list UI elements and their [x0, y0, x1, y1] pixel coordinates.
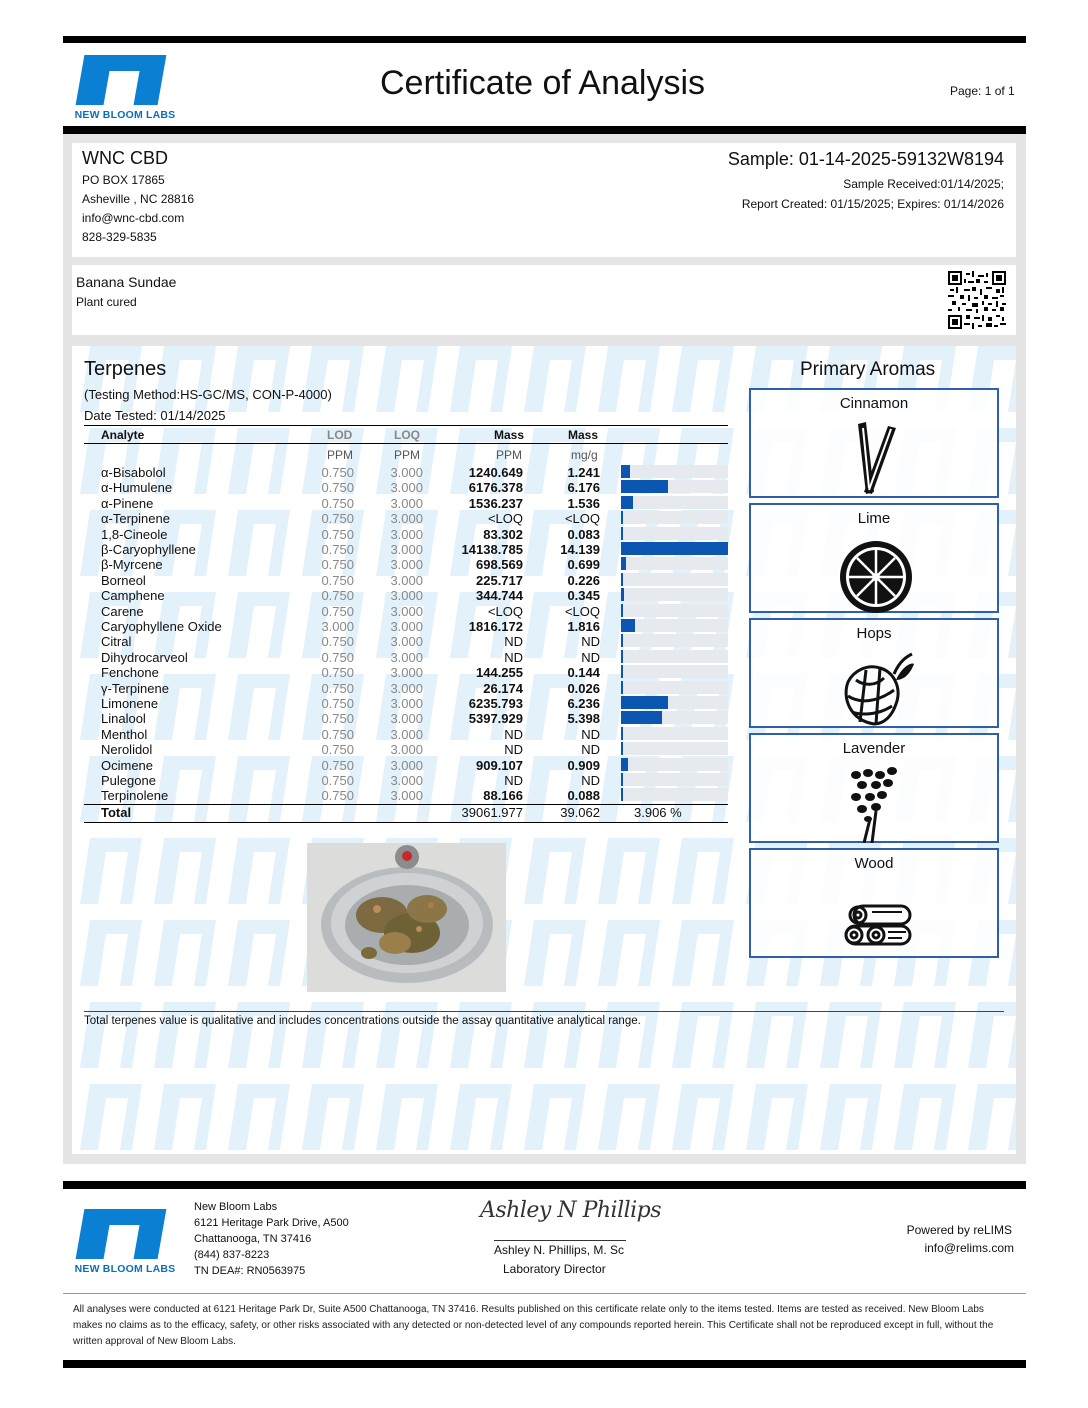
concentration-bar-track	[621, 650, 728, 663]
concentration-bar-track	[621, 665, 728, 678]
loq-value: 3.000	[390, 634, 423, 650]
lab-phone: (844) 837-8223	[194, 1249, 270, 1261]
wood-icon	[836, 880, 916, 958]
lod-value: 0.750	[321, 757, 354, 773]
powered-email: info@relims.com	[924, 1241, 1014, 1255]
loq-value: 3.000	[390, 511, 423, 527]
analyte-name: β-Myrcene	[101, 557, 163, 573]
mass-ppm-value: <LOQ	[487, 603, 523, 619]
concentration-bar-track	[621, 496, 728, 509]
lab-logo-icon	[80, 55, 162, 105]
concentration-bar-track	[621, 681, 728, 694]
footer-rule	[63, 1181, 1026, 1189]
concentration-bar-track	[621, 511, 728, 524]
mass-mgg-value: 6.176	[567, 480, 600, 496]
concentration-bar	[621, 773, 623, 786]
concentration-bar	[621, 727, 623, 740]
analyte-name: Pulegone	[101, 773, 156, 788]
loq-value: 3.000	[390, 742, 423, 758]
lod-value: 0.750	[321, 634, 354, 650]
mass-mgg-value: 1.816	[567, 619, 600, 634]
loq-value: 3.000	[390, 788, 423, 804]
analyte-name: Carene	[101, 603, 144, 619]
loq-value: 3.000	[390, 773, 423, 788]
concentration-bar-track	[621, 619, 728, 632]
concentration-bar	[621, 604, 623, 617]
aroma-wood	[749, 848, 999, 958]
mass-mgg-value: ND	[581, 773, 600, 788]
total-ppm: 39061.977	[461, 805, 523, 820]
lod-value: 0.750	[321, 788, 354, 804]
product-name: Banana Sundae	[76, 274, 177, 290]
mass-ppm-value: ND	[504, 742, 523, 758]
analyte-name: α-Pinene	[101, 495, 154, 511]
loq-value: 3.000	[390, 726, 423, 742]
mass-mgg-value: ND	[581, 742, 600, 758]
analyte-name: Citral	[101, 634, 132, 650]
unit-loq: PPM	[394, 448, 421, 462]
footer-logo-icon	[80, 1209, 162, 1259]
aroma-hops	[749, 618, 999, 728]
lod-value: 0.750	[321, 773, 354, 788]
sample-id: Sample: 01-14-2025-59132W8194	[727, 149, 1004, 169]
unit-mass-ppm: PPM	[496, 448, 523, 462]
col-mass-ppm: Mass	[494, 428, 525, 442]
mass-mgg-value: 5.398	[567, 711, 600, 727]
client-phone: 828-329-5835	[82, 230, 157, 244]
mass-mgg-value: 1.241	[567, 465, 600, 480]
lab-logo-text: NEW BLOOM LABS	[74, 109, 176, 121]
mass-ppm-value: 26.174	[483, 680, 523, 696]
concentration-bar-track	[621, 788, 728, 801]
analyte-name: 1,8-Cineole	[101, 526, 168, 542]
terpenes-title: Terpenes	[84, 358, 167, 380]
client-address-1: PO BOX 17865	[82, 173, 165, 187]
cinnamon-icon	[836, 420, 916, 498]
loq-value: 3.000	[390, 757, 423, 773]
mass-mgg-value: 0.026	[567, 680, 600, 696]
lod-value: 0.750	[321, 465, 354, 480]
note-rule	[84, 1011, 1004, 1012]
col-mass-mgg: Mass	[568, 428, 599, 442]
lod-value: 0.750	[321, 696, 354, 711]
lod-value: 0.750	[321, 495, 354, 511]
footer-logo-text: NEW BLOOM LABS	[74, 1263, 176, 1275]
aroma-lime	[749, 503, 999, 613]
loq-value: 3.000	[390, 696, 423, 711]
concentration-bar	[621, 742, 623, 755]
header-rule	[63, 126, 1026, 134]
mass-ppm-value: 83.302	[483, 526, 523, 542]
client-name: WNC CBD	[82, 148, 168, 168]
sample-photo	[307, 843, 506, 992]
lod-value: 0.750	[321, 588, 354, 604]
concentration-bar	[621, 588, 624, 601]
unit-lod: PPM	[327, 448, 354, 462]
loq-value: 3.000	[390, 588, 423, 604]
mass-ppm-value: 14138.785	[461, 542, 523, 557]
total-mgg: 39.062	[560, 805, 600, 820]
mass-ppm-value: 1536.237	[468, 495, 523, 511]
mass-mgg-value: ND	[581, 649, 600, 665]
mass-mgg-value: 1.536	[567, 495, 600, 511]
col-analyte: Analyte	[101, 428, 145, 442]
aromas-title: Primary Aromas	[800, 359, 936, 380]
lod-value: 0.750	[321, 665, 354, 681]
unit-mass-mgg: mg/g	[571, 448, 598, 462]
signature-line	[494, 1240, 626, 1241]
concentration-bar-track	[621, 758, 728, 771]
concentration-bar-track	[621, 527, 728, 540]
mass-ppm-value: 225.717	[476, 572, 523, 588]
loq-value: 3.000	[390, 603, 423, 619]
concentration-bar-track	[621, 773, 728, 786]
analyte-name: Dihydrocarveol	[101, 649, 188, 665]
signer-name: Ashley N. Phillips, M. Sc	[494, 1243, 625, 1257]
mass-mgg-value: 6.236	[567, 696, 600, 711]
aroma-name: Lime	[857, 510, 891, 527]
date-tested: Date Tested: 01/14/2025	[84, 408, 226, 423]
loq-value: 3.000	[390, 649, 423, 665]
concentration-bar	[621, 758, 628, 771]
analyte-name: α-Bisabolol	[101, 465, 166, 480]
mass-ppm-value: 698.569	[476, 557, 523, 573]
concentration-bar	[621, 542, 728, 555]
total-label: Total	[101, 805, 132, 820]
concentration-bar-track	[621, 634, 728, 647]
concentration-bar-track	[621, 557, 728, 570]
client-address-2: Asheville , NC 28816	[82, 192, 195, 206]
mass-mgg-value: 0.699	[567, 557, 600, 573]
mass-mgg-value: ND	[581, 634, 600, 650]
mass-ppm-value: 6176.378	[468, 480, 523, 496]
aroma-name: Cinnamon	[839, 395, 909, 412]
disclaimer-rule	[63, 1293, 1026, 1294]
mass-ppm-value: ND	[504, 634, 523, 650]
concentration-bar	[621, 696, 668, 709]
loq-value: 3.000	[390, 711, 423, 727]
loq-value: 3.000	[390, 619, 423, 634]
mass-ppm-value: 1816.172	[468, 619, 523, 634]
concentration-bar	[621, 573, 623, 586]
mass-ppm-value: ND	[504, 649, 523, 665]
lod-value: 0.750	[321, 742, 354, 758]
mass-ppm-value: 5397.929	[468, 711, 523, 727]
testing-method: (Testing Method:HS-GC/MS, CON-P-4000)	[84, 387, 332, 402]
loq-value: 3.000	[390, 526, 423, 542]
signature: Ashley N Phillips	[480, 1198, 662, 1223]
lab-logo	[70, 55, 180, 125]
client-email: info@wnc-cbd.com	[82, 211, 185, 225]
concentration-bar-track	[621, 727, 728, 740]
analyte-name: Camphene	[101, 588, 165, 604]
mass-mgg-value: ND	[581, 726, 600, 742]
analyte-name: α-Terpinene	[101, 511, 170, 527]
concentration-bar-track	[621, 588, 728, 601]
signer-title: Laboratory Director	[503, 1262, 606, 1276]
loq-value: 3.000	[390, 495, 423, 511]
lod-value: 0.750	[321, 542, 354, 557]
product-type: Plant cured	[76, 295, 137, 309]
aroma-cinnamon	[749, 388, 999, 498]
loq-value: 3.000	[390, 465, 423, 480]
concentration-bar	[621, 527, 623, 540]
lab-address-1: 6121 Heritage Park Drive, A500	[194, 1217, 349, 1229]
col-lod: LOD	[327, 428, 353, 442]
mass-mgg-value: <LOQ	[564, 603, 600, 619]
lod-value: 0.750	[321, 572, 354, 588]
lod-value: 0.750	[321, 603, 354, 619]
analyte-name: Caryophyllene Oxide	[101, 619, 222, 634]
mass-mgg-value: <LOQ	[564, 511, 600, 527]
table-rule-total	[84, 804, 728, 805]
mass-ppm-value: 88.166	[483, 788, 523, 804]
footer-logo	[70, 1209, 180, 1279]
table-rule-top	[84, 425, 728, 426]
analyte-name: Nerolidol	[101, 742, 153, 758]
analyte-name: α-Humulene	[101, 480, 173, 496]
concentration-bar	[621, 681, 623, 694]
sample-received: Sample Received:01/14/2025;	[843, 177, 1004, 191]
mass-ppm-value: 909.107	[476, 757, 523, 773]
concentration-bar-track	[621, 604, 728, 617]
mass-ppm-value: 6235.793	[468, 696, 523, 711]
mass-mgg-value: 0.226	[567, 572, 600, 588]
disclaimer: All analyses were conducted at 6121 Heritage Park Dr, Suite A500 Chattanooga, TN 37416. Results published on this certificate relate only to the items tested. Items are tested as received. New Bloom Labs makes no claims as to the efficacy, safety, or other risks associated with any detected or non-detected level of any compounds reported herein. This Certificate shall not be reproduced except in full, without the written approval of New Bloom Labs.	[73, 1304, 994, 1347]
analyte-name: Linalool	[101, 711, 146, 727]
mass-ppm-value: <LOQ	[487, 511, 523, 527]
mass-ppm-value: 144.255	[476, 665, 523, 681]
analyte-name: Menthol	[101, 726, 148, 742]
mass-mgg-value: 0.909	[567, 757, 600, 773]
concentration-bar	[621, 496, 633, 509]
aroma-name: Wood	[854, 855, 894, 872]
lime-icon	[836, 535, 916, 613]
analyte-name: Fenchone	[101, 665, 159, 681]
lod-value: 0.750	[321, 711, 354, 727]
aroma-name: Hops	[856, 625, 892, 642]
concentration-bar-track	[621, 573, 728, 586]
lab-address-2: Chattanooga, TN 37416	[194, 1233, 312, 1245]
loq-value: 3.000	[390, 480, 423, 496]
powered-by: Powered by reLIMS	[906, 1223, 1012, 1237]
report-dates: Report Created: 01/15/2025; Expires: 01/14/2026	[741, 197, 1004, 211]
concentration-bar	[621, 557, 626, 570]
hops-icon	[836, 650, 916, 728]
lavender-icon	[836, 765, 916, 843]
loq-value: 3.000	[390, 665, 423, 681]
concentration-bar	[621, 788, 623, 801]
top-rule	[63, 36, 1026, 43]
concentration-bar	[621, 465, 630, 478]
analyte-name: β-Caryophyllene	[101, 542, 196, 557]
mass-ppm-value: 344.744	[476, 588, 523, 604]
aroma-lavender	[749, 733, 999, 843]
loq-value: 3.000	[390, 572, 423, 588]
mass-mgg-value: 14.139	[560, 542, 600, 557]
lod-value: 3.000	[321, 619, 354, 634]
concentration-bar	[621, 511, 623, 524]
concentration-bar	[621, 619, 635, 632]
concentration-bar	[621, 650, 623, 663]
mass-ppm-value: ND	[504, 726, 523, 742]
lod-value: 0.750	[321, 649, 354, 665]
total-percent: 3.906 %	[634, 805, 682, 820]
mass-mgg-value: 0.088	[567, 788, 600, 804]
analyte-name: Terpinolene	[101, 788, 169, 804]
page-title: Certificate of Analysis	[380, 64, 706, 102]
mass-mgg-value: 0.083	[567, 526, 600, 542]
concentration-bar	[621, 634, 623, 647]
table-rule-header	[84, 443, 728, 444]
loq-value: 3.000	[390, 680, 423, 696]
lod-value: 0.750	[321, 480, 354, 496]
concentration-bar-track	[621, 465, 728, 478]
concentration-bar-track	[621, 742, 728, 755]
bottom-rule	[63, 1360, 1026, 1368]
analyte-name: Ocimene	[101, 757, 154, 773]
concentration-bar	[621, 480, 668, 493]
mass-mgg-value: 0.144	[567, 665, 600, 681]
loq-value: 3.000	[390, 557, 423, 573]
qr-code-icon	[948, 271, 1006, 329]
analyte-name: Borneol	[101, 572, 146, 588]
lod-value: 0.750	[321, 680, 354, 696]
lab-dea: TN DEA#: RN0563975	[194, 1265, 306, 1277]
concentration-bar	[621, 665, 623, 678]
lod-value: 0.750	[321, 726, 354, 742]
analyte-name: γ-Terpinene	[101, 680, 169, 696]
mass-ppm-value: ND	[504, 773, 523, 788]
lod-value: 0.750	[321, 511, 354, 527]
aroma-name: Lavender	[842, 740, 906, 757]
table-rule-bottom	[84, 822, 728, 823]
mass-ppm-value: 1240.649	[468, 465, 523, 480]
col-loq: LOQ	[394, 428, 420, 442]
concentration-bar	[621, 711, 662, 724]
lod-value: 0.750	[321, 557, 354, 573]
product-box	[72, 265, 1016, 335]
lab-name: New Bloom Labs	[194, 1201, 278, 1213]
page-number: Page: 1 of 1	[950, 84, 1015, 98]
terpenes-note: Total terpenes value is qualitative and includes concentrations outside the assay quantitative analytical range.	[84, 1015, 641, 1027]
lod-value: 0.750	[321, 526, 354, 542]
analyte-name: Limonene	[101, 696, 159, 711]
loq-value: 3.000	[390, 542, 423, 557]
mass-mgg-value: 0.345	[567, 588, 600, 604]
